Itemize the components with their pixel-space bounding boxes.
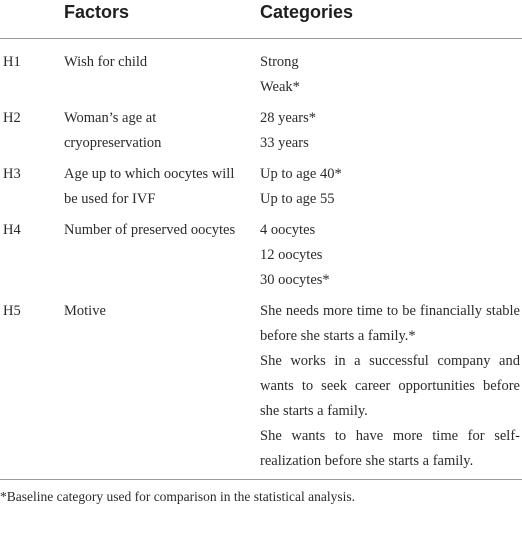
row-id: H5 [3, 303, 21, 319]
category-item: 12 oocytes [260, 247, 323, 263]
row-categories [260, 218, 522, 293]
table-header [0, 0, 522, 42]
row-factor: Age up to which oocytes will be used for IVF [64, 166, 235, 207]
bottom-rule [0, 479, 522, 480]
row-factor: Number of preserved oocytes [64, 222, 236, 238]
category-item: Strong [260, 54, 299, 70]
row-factor: Motive [64, 303, 106, 319]
category-item: 33 years [260, 135, 309, 151]
category-item: Up to age 55 [260, 191, 335, 207]
category-item: 4 oocytes [260, 222, 316, 238]
row-categories [260, 162, 522, 212]
row-id: H4 [3, 222, 21, 238]
category-item: 28 years* [260, 110, 316, 126]
row-categories [260, 299, 522, 474]
header-rule [0, 38, 522, 39]
row-categories [260, 106, 522, 156]
header-factors: Factors [64, 2, 130, 22]
table-row [0, 106, 522, 156]
table-body [0, 50, 522, 474]
row-factor: Woman’s age at cryopreservation [64, 110, 162, 151]
category-item: Up to age 40* [260, 166, 342, 182]
row-id: H1 [3, 54, 21, 70]
category-item: 30 oocytes* [260, 272, 330, 288]
category-item: She needs more time to be financially stable before she starts a family.* [260, 303, 520, 344]
table-row [0, 299, 522, 474]
table-row [0, 50, 522, 100]
category-item: She works in a successful company and wants to seek career opportunities before she starts a family. [260, 353, 520, 419]
row-id: H3 [3, 166, 21, 182]
table-footnote: *Baseline category used for comparison in the statistical analysis. [0, 489, 356, 504]
row-id: H2 [3, 110, 21, 126]
table-row [0, 218, 522, 293]
row-factor: Wish for child [64, 54, 148, 70]
category-item: She wants to have more time for self-realization before she starts a family. [260, 428, 520, 469]
header-categories: Categories [260, 2, 354, 22]
row-categories [260, 50, 522, 100]
table-row [0, 162, 522, 212]
category-item: Weak* [260, 79, 300, 95]
